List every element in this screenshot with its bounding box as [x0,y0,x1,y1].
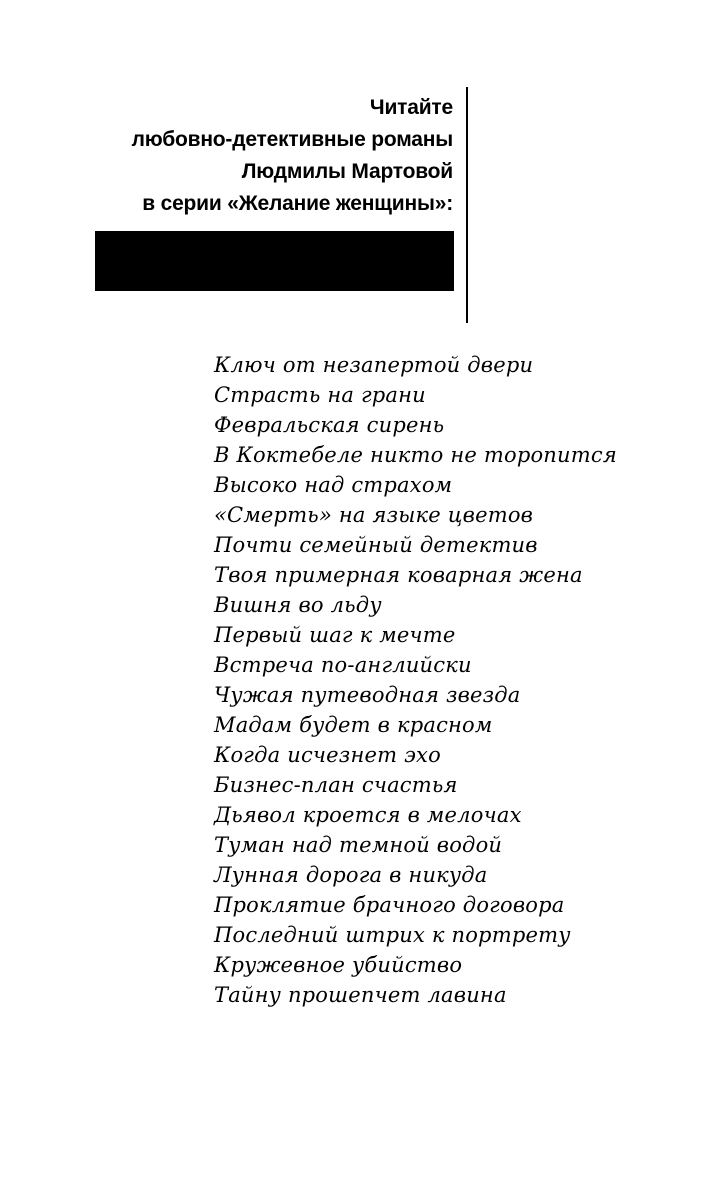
book-title: Мадам будет в красном [214,713,493,737]
book-title: Тайну прошепчет лавина [214,983,507,1007]
book-title: Когда исчезнет эхо [214,743,441,767]
header-line: любовно-детективные романы [131,128,453,151]
book-title: В Коктебеле никто не торопится [214,443,617,467]
book-title: Февральская сирень [214,413,445,437]
book-title: Туман над темной водой [214,833,503,857]
book-title: Почти семейный детектив [214,533,538,557]
book-title: Встреча по-английски [214,653,472,677]
book-title: Ключ от незапертой двери [214,353,534,377]
book-title: Дьявол кроется в мелочах [214,803,522,827]
book-title: Твоя примерная коварная жена [214,563,583,587]
book-title: «Смерть» на языке цветов [214,503,534,527]
series-header [53,92,453,220]
book-title: Вишня во льду [214,593,382,617]
header-line: в серии «Желание женщины»: [142,192,453,215]
black-bar [95,231,454,291]
book-title: Страсть на грани [214,383,426,407]
book-title: Бизнес-план счастья [214,773,458,797]
book-title: Высоко над страхом [214,473,453,497]
header-line: Людмилы Мартовой [241,160,453,183]
book-title: Чужая путеводная звезда [214,683,521,707]
header-line: Читайте [369,96,453,119]
book-title: Первый шаг к мечте [214,623,456,647]
vertical-rule [466,87,468,323]
book-title: Последний штрих к портрету [214,923,571,947]
book-title: Кружевное убийство [214,953,463,977]
book-title-list [214,350,617,1010]
book-title: Лунная дорога в никуда [214,863,488,887]
book-title: Проклятие брачного договора [214,893,565,917]
